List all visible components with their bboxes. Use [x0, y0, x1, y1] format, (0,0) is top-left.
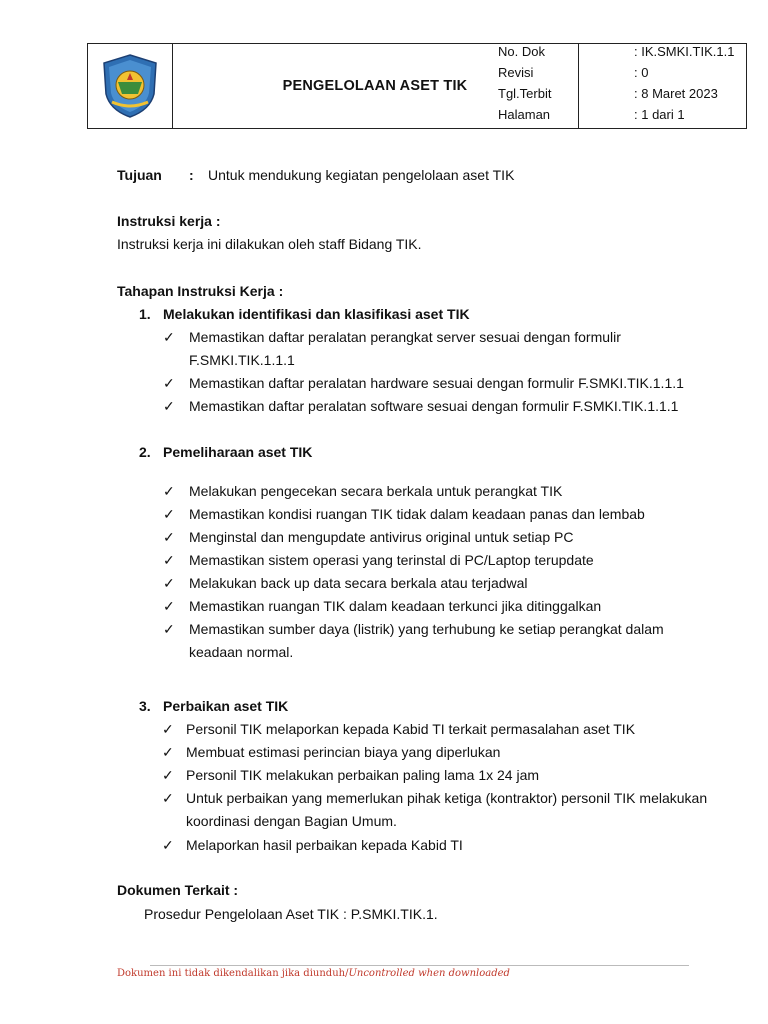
section-number: 1.: [139, 306, 151, 322]
list-item: Untuk perbaikan yang memerlukan pihak ketiga (kontraktor) personil TIK melakukan: [186, 790, 708, 806]
check-icon: ✓: [163, 506, 175, 522]
section-number: 2.: [139, 444, 151, 460]
list-item: Personil TIK melaporkan kepada Kabid TI terkait permasalahan aset TIK: [186, 721, 636, 737]
list-item: Memastikan ruangan TIK dalam keadaan terkunci jika ditinggalkan: [189, 598, 602, 614]
list-item: Memastikan sistem operasi yang terinstal di PC/Laptop terupdate: [189, 552, 594, 568]
section-title: Pemeliharaan aset TIK: [163, 444, 313, 460]
check-icon: ✓: [163, 575, 175, 591]
meta-label: No. Dok: [498, 44, 545, 59]
footer-italic: Uncontrolled when downloaded: [348, 968, 510, 979]
meta-row-revisi: [498, 65, 748, 87]
meta-row-no-dok: [498, 44, 748, 66]
list-item: Memastikan daftar peralatan hardware sesuai dengan formulir F.SMKI.TIK.1.1.1: [189, 375, 684, 391]
check-icon: ✓: [163, 529, 175, 545]
list-item: Personil TIK melakukan perbaikan paling lama 1x 24 jam: [186, 767, 540, 783]
meta-value: : 8 Maret 2023: [634, 86, 718, 101]
check-icon: ✓: [162, 744, 174, 760]
list-item-continuation: keadaan normal.: [189, 644, 294, 660]
section-title: Melakukan identifikasi dan klasifikasi aset TIK: [163, 306, 470, 322]
list-item: Melakukan back up data secara berkala atau terjadwal: [189, 575, 528, 591]
meta-label: Tgl.Terbit: [498, 86, 552, 101]
section-number: 3.: [139, 698, 151, 714]
list-item-continuation: F.SMKI.TIK.1.1.1: [189, 352, 295, 368]
footer-divider: [150, 965, 689, 966]
list-item: Melaporkan hasil perbaikan kepada Kabid TI: [186, 837, 463, 853]
check-icon: ✓: [163, 329, 175, 345]
meta-label: Revisi: [498, 65, 534, 80]
regional-emblem-icon: [98, 52, 162, 120]
dokumen-text: Prosedur Pengelolaan Aset TIK : P.SMKI.TIK.1.: [144, 906, 438, 922]
meta-label: Halaman: [498, 107, 551, 122]
footer-note: [117, 968, 510, 979]
list-item: Memastikan daftar peralatan software sesuai dengan formulir F.SMKI.TIK.1.1.1: [189, 398, 679, 414]
document-header: [87, 43, 747, 129]
meta-value: : 0: [634, 65, 649, 80]
list-item: Memastikan kondisi ruangan TIK tidak dalam keadaan panas dan lembab: [189, 506, 645, 522]
check-icon: ✓: [162, 767, 174, 783]
section-title: Perbaikan aset TIK: [163, 698, 289, 714]
check-icon: ✓: [163, 483, 175, 499]
check-icon: ✓: [163, 598, 175, 614]
logo-cell: [88, 44, 173, 128]
meta-value: : IK.SMKI.TIK.1.1: [634, 44, 735, 59]
list-item-continuation: koordinasi dengan Bagian Umum.: [186, 813, 397, 829]
tujuan-text: Untuk mendukung kegiatan pengelolaan aset TIK: [208, 167, 515, 183]
tujuan-colon: :: [189, 167, 194, 183]
list-item: Melakukan pengecekan secara berkala untuk perangkat TIK: [189, 483, 563, 499]
tujuan-label: Tujuan: [117, 167, 162, 183]
list-item: Membuat estimasi perincian biaya yang diperlukan: [186, 744, 501, 760]
check-icon: ✓: [162, 721, 174, 737]
instruksi-text: Instruksi kerja ini dilakukan oleh staff Bidang TIK.: [117, 236, 422, 252]
instruksi-heading: Instruksi kerja :: [117, 213, 221, 229]
document-title: PENGELOLAAN ASET TIK: [282, 78, 468, 94]
meta-row-tgl-terbit: [498, 86, 748, 108]
tahapan-heading: Tahapan Instruksi Kerja :: [117, 283, 284, 299]
meta-row-halaman: [498, 107, 748, 129]
list-item: Memastikan sumber daya (listrik) yang terhubung ke setiap perangkat dalam: [189, 621, 664, 637]
check-icon: ✓: [163, 621, 175, 637]
footer-text: Dokumen ini tidak dikendalikan jika diunduh/: [117, 968, 349, 979]
check-icon: ✓: [163, 398, 175, 414]
meta-value: : 1 dari 1: [634, 107, 685, 122]
document-meta: [498, 44, 748, 128]
check-icon: ✓: [162, 837, 174, 853]
check-icon: ✓: [162, 790, 174, 806]
check-icon: ✓: [163, 375, 175, 391]
list-item: Menginstal dan mengupdate antivirus original untuk setiap PC: [189, 529, 574, 545]
dokumen-heading: Dokumen Terkait :: [117, 882, 239, 898]
list-item: Memastikan daftar peralatan perangkat server sesuai dengan formulir: [189, 329, 621, 345]
check-icon: ✓: [163, 552, 175, 568]
